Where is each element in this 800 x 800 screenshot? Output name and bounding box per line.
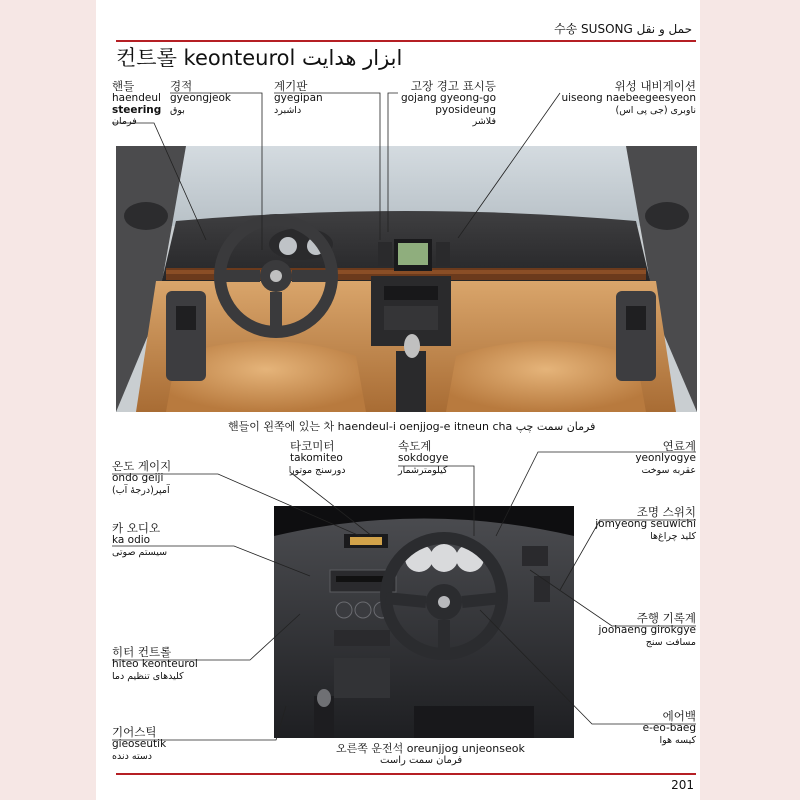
caption-right-hand-drive: 오른쪽 운전석 oreunjjog unjeonseok xyxy=(336,742,525,755)
label-fa: کیلومترشمار xyxy=(398,464,448,476)
label-ko: 고장 경고 표시등 xyxy=(410,79,496,93)
label-ko: 연료계 xyxy=(662,439,696,453)
label-satnav xyxy=(560,80,696,116)
label-ko: 기어스틱 xyxy=(112,725,157,739)
label-tachometer xyxy=(290,440,346,476)
caption-left-hand-drive: 핸들이 왼쪽에 있는 차 haendeul-i oenjjog-e itneun cha فرمان سمت چپ xyxy=(228,420,596,433)
footer-rule xyxy=(116,773,696,775)
label-fa: ناوبری (جی پی اس) xyxy=(615,104,696,116)
label-fa: عقربه سوخت xyxy=(641,464,696,476)
label-ko: 히터 컨트롤 xyxy=(112,645,172,659)
label-hazard-lights xyxy=(398,80,496,128)
label-rom: haendeul xyxy=(112,92,161,104)
label-fa: بوق xyxy=(170,104,185,116)
label-ko: 경적 xyxy=(170,79,193,93)
label-fuel-gauge xyxy=(580,440,696,476)
label-fa: مسافت سنج xyxy=(645,636,696,648)
label-car-audio xyxy=(112,522,167,558)
label-light-switch xyxy=(580,506,696,542)
label-rom: e-eo-baeg xyxy=(642,722,696,734)
label-ko: 핸들 xyxy=(112,79,135,93)
label-steering xyxy=(112,80,161,128)
label-rom: gyegipan xyxy=(274,92,323,104)
label-heater-control xyxy=(112,646,198,682)
label-ko: 타코미터 xyxy=(290,439,335,453)
label-rom: uiseong naebeegeesyeon xyxy=(561,92,696,104)
label-ko: 속도계 xyxy=(398,439,432,453)
label-rom: jomyeong seuwichi xyxy=(595,518,696,530)
label-rom: gyeongjeok xyxy=(170,92,231,104)
page-number: 201 xyxy=(671,778,694,792)
label-ko: 위성 내비게이션 xyxy=(614,79,696,93)
label-en: steering xyxy=(112,103,162,116)
label-rom: sokdogye xyxy=(398,452,449,464)
label-rom: gojang gyeong-go xyxy=(400,92,496,104)
label-ko: 온도 게이지 xyxy=(112,459,172,473)
label-ko: 에어백 xyxy=(662,709,696,723)
label-fa: کلیدهای تنظیم دما xyxy=(112,670,184,682)
label-rom: takomiteo xyxy=(290,452,343,464)
label-rom: joohaeng girokgye xyxy=(598,624,696,636)
label-rom: ondo geiji xyxy=(112,472,164,484)
label-ko: 카 오디오 xyxy=(112,521,161,535)
label-odometer xyxy=(580,612,696,648)
label-ko: 조명 스위치 xyxy=(636,505,696,519)
label-fa: فرمان xyxy=(112,116,137,127)
label-rom: ka odio xyxy=(112,534,151,546)
label-speedometer xyxy=(398,440,448,476)
running-header xyxy=(96,12,700,40)
label-rom: hiteo keonteurol xyxy=(112,658,198,670)
label-ko: 주행 기록계 xyxy=(636,611,696,625)
label-fa: دورسنج موتور xyxy=(290,464,346,476)
label-fa: سیستم صوتی xyxy=(112,546,168,558)
label-fa: کیسه هوا xyxy=(659,734,696,746)
label-temperature-gauge xyxy=(112,460,171,496)
label-rom: gieoseutik xyxy=(112,738,167,750)
label-ko: 계기판 xyxy=(274,79,308,93)
label-fa: فلاشر xyxy=(472,116,496,127)
section-header: 수송 SUSONG حمل و نقل xyxy=(554,22,692,36)
label-rom: yeonlyogye xyxy=(635,452,696,464)
caption-right-hand-drive-fa: فرمان سمت راست xyxy=(380,755,463,766)
right-hand-drive-photo xyxy=(274,506,574,738)
label-airbag xyxy=(580,710,696,746)
page-title: 컨트롤 keonteurol ابزار هدایت xyxy=(116,46,403,70)
label-horn xyxy=(170,80,231,116)
left-hand-drive-photo xyxy=(116,146,697,412)
label-gearstick xyxy=(112,726,166,762)
label-fa: کلید چراغ‌ها xyxy=(650,530,696,542)
label-fa: آمپر(درجهٔ آب) xyxy=(112,484,170,496)
label-fa: داشبرد xyxy=(274,104,302,116)
label-rom: pyosideung xyxy=(435,103,496,116)
label-fa: دسته دنده xyxy=(112,750,153,762)
label-dashboard xyxy=(274,80,323,116)
